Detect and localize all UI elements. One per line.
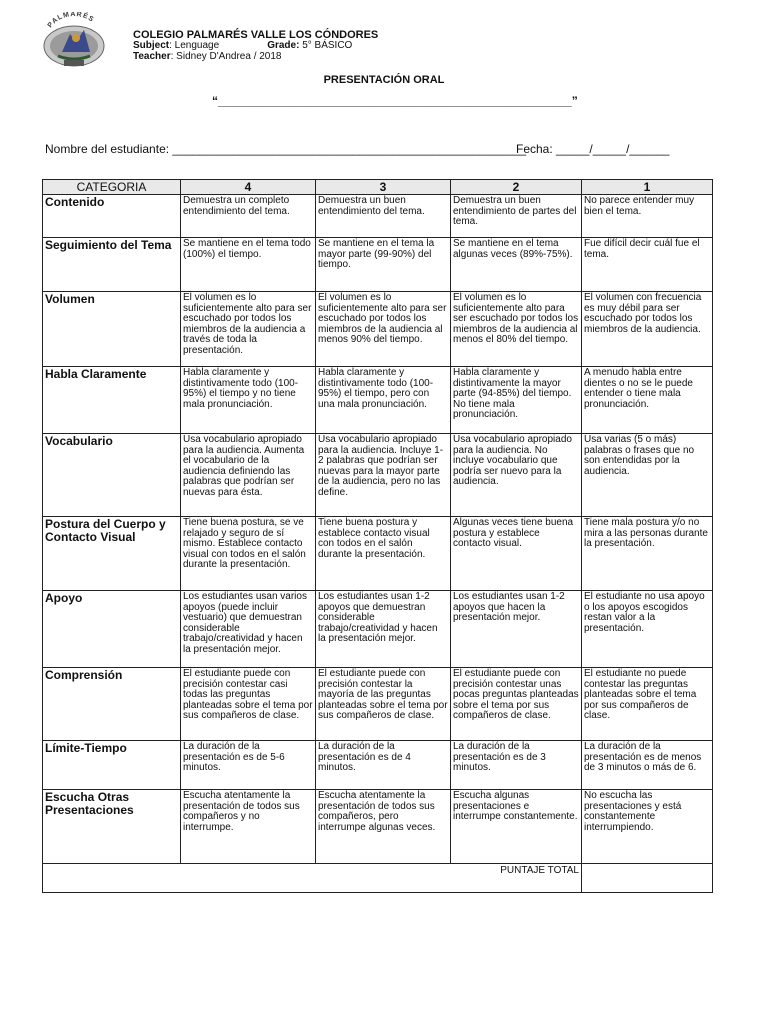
header-score-3: 3: [316, 180, 451, 195]
header-score-4: 4: [181, 180, 316, 195]
category-cell: Vocabulario: [43, 434, 181, 517]
teacher-line: [133, 51, 282, 62]
score-2-cell: Algunas veces tiene buena postura y establece contacto visual.: [451, 517, 582, 591]
score-2-cell: La duración de la presentación es de 3 minutos.: [451, 741, 582, 790]
category-cell: Límite-Tiempo: [43, 741, 181, 790]
header-score-2: 2: [451, 180, 582, 195]
score-4-cell: Usa vocabulario apropiado para la audiencia. Aumenta el vocabulario de la audiencia definiendo las palabras que podrían ser nuevas para ésta.: [181, 434, 316, 517]
table-row: [43, 790, 713, 864]
total-score-cell[interactable]: [582, 864, 713, 893]
score-3-cell: Demuestra un buen entendimiento del tema.: [316, 195, 451, 238]
document-title: PRESENTACIÓN ORAL: [323, 74, 445, 86]
score-3-cell: Habla claramente y distintivamente todo (100-95%) el tiempo, pero con una mala pronunciación.: [316, 367, 451, 434]
school-logo: [40, 12, 108, 70]
score-2-cell: Demuestra un buen entendimiento de partes del tema.: [451, 195, 582, 238]
category-cell: Apoyo: [43, 591, 181, 668]
score-1-cell: Tiene mala postura y/o no mira a las personas durante la presentación.: [582, 517, 713, 591]
score-4-cell: El estudiante puede con precisión contestar casi todas las preguntas planteadas sobre el tema por sus compañeros de clase.: [181, 668, 316, 741]
table-row: [43, 517, 713, 591]
table-row: [43, 434, 713, 517]
score-1-cell: El estudiante no usa apoyo o los apoyos escogidos restan valor a la presentación.: [582, 591, 713, 668]
score-1-cell: Usa varias (5 o más) palabras o frases que no son entendidas por la audiencia.: [582, 434, 713, 517]
table-row: [43, 238, 713, 292]
score-3-cell: El volumen es lo suficientemente alto para ser escuchado por todos los miembros de la audiencia al menos 90% del tiempo.: [316, 292, 451, 367]
score-2-cell: Usa vocabulario apropiado para la audiencia. No incluye vocabulario que podría ser nuevo para la audiencia.: [451, 434, 582, 517]
header-category: CATEGORIA: [43, 180, 181, 195]
table-row: [43, 292, 713, 367]
table-row: [43, 367, 713, 434]
subject-label: Subject: [133, 40, 170, 51]
score-4-cell: El volumen es lo suficientemente alto para ser escuchado por todos los miembros de la audiencia a través de toda la presentación.: [181, 292, 316, 367]
score-4-cell: Los estudiantes usan varios apoyos (puede incluir vestuario) que demuestran considerable trabajo/creatividad y hacen la presentación mejor.: [181, 591, 316, 668]
header-score-1: 1: [582, 180, 713, 195]
grade-value: 5° BÁSICO: [299, 40, 353, 51]
table-row: [43, 668, 713, 741]
score-2-cell: El estudiante puede con precisión contestar unas pocas preguntas planteadas sobre el tema por sus compañeros de clase.: [451, 668, 582, 741]
score-1-cell: El volumen con frecuencia es muy débil para ser escuchado por todos los miembros de la audiencia.: [582, 292, 713, 367]
teacher-value: : Sidney D'Andrea / 2018: [170, 51, 282, 62]
score-2-cell: El volumen es lo suficientemente alto para ser escuchado por todos los miembros de la audiencia al menos el 80% del tiempo.: [451, 292, 582, 367]
score-3-cell: Escucha atentamente la presentación de todos sus compañeros, pero interrumpe algunas veces.: [316, 790, 451, 864]
table-row: [43, 591, 713, 668]
category-cell: Contenido: [43, 195, 181, 238]
score-1-cell: El estudiante no puede contestar las preguntas planteadas sobre el tema por sus compañeros de clase.: [582, 668, 713, 741]
rubric-header-row: [43, 180, 713, 195]
score-2-cell: Habla claramente y distintivamente la mayor parte (94-85%) del tiempo. No tiene mala pronunciación.: [451, 367, 582, 434]
score-1-cell: Fue difícil decir cuál fue el tema.: [582, 238, 713, 292]
score-3-cell: La duración de la presentación es de 4 minutos.: [316, 741, 451, 790]
rubric-table: [42, 179, 713, 893]
subject-grade-line: [133, 40, 352, 51]
category-cell: Habla Claramente: [43, 367, 181, 434]
category-cell: Escucha Otras Presentaciones: [43, 790, 181, 864]
category-cell: Postura del Cuerpo y Contacto Visual: [43, 517, 181, 591]
logo-text: PALMARÉS: [46, 12, 96, 30]
score-2-cell: Los estudiantes usan 1-2 apoyos que hacen la presentación mejor.: [451, 591, 582, 668]
score-1-cell: A menudo habla entre dientes o no se le puede entender o tiene mala pronunciación.: [582, 367, 713, 434]
score-3-cell: Tiene buena postura y establece contacto visual con todos en el salón durante la presentación.: [316, 517, 451, 591]
score-3-cell: Se mantiene en el tema la mayor parte (99-90%) del tiempo.: [316, 238, 451, 292]
score-2-cell: Se mantiene en el tema algunas veces (89%-75%).: [451, 238, 582, 292]
score-4-cell: La duración de la presentación es de 5-6 minutos.: [181, 741, 316, 790]
presentation-title-blank[interactable]: “_____________________________________________________”: [212, 94, 578, 108]
score-3-cell: El estudiante puede con precisión contestar la mayoría de las preguntas planteadas sobre el tema por sus compañeros de clase.: [316, 668, 451, 741]
grade-label: Grade:: [267, 40, 300, 51]
score-4-cell: Habla claramente y distintivamente todo (100-95%) el tiempo y no tiene mala pronunciación.: [181, 367, 316, 434]
score-4-cell: Tiene buena postura, se ve relajado y seguro de sí mismo. Establece contacto visual con todos en el salón durante la presentación.: [181, 517, 316, 591]
table-row: [43, 741, 713, 790]
score-4-cell: Demuestra un completo entendimiento del tema.: [181, 195, 316, 238]
school-name: COLEGIO PALMARÉS VALLE LOS CÓNDORES: [133, 29, 379, 41]
total-row: [43, 864, 713, 893]
subject-value: : Lenguage: [169, 40, 220, 51]
score-3-cell: Usa vocabulario apropiado para la audiencia. Incluye 1-2 palabras que podrían ser nuevas para la mayor parte de la audiencia, pero no las define.: [316, 434, 451, 517]
table-row: [43, 195, 713, 238]
category-cell: Comprensión: [43, 668, 181, 741]
date-field[interactable]: Fecha: _____/_____/______: [516, 142, 670, 156]
category-cell: Volumen: [43, 292, 181, 367]
student-name-field[interactable]: Nombre del estudiante: _____________________________________________________: [45, 142, 527, 156]
category-cell: Seguimiento del Tema: [43, 238, 181, 292]
total-label: PUNTAJE TOTAL: [43, 864, 582, 893]
teacher-label: Teacher: [133, 51, 171, 62]
score-1-cell: No parece entender muy bien el tema.: [582, 195, 713, 238]
score-2-cell: Escucha algunas presentaciones e interrumpe constantemente.: [451, 790, 582, 864]
score-4-cell: Se mantiene en el tema todo (100%) el tiempo.: [181, 238, 316, 292]
score-4-cell: Escucha atentamente la presentación de todos sus compañeros y no interrumpe.: [181, 790, 316, 864]
score-3-cell: Los estudiantes usan 1-2 apoyos que demuestran considerable trabajo/creatividad y hacen la presentación mejor.: [316, 591, 451, 668]
score-1-cell: La duración de la presentación es de menos de 3 minutos o más de 6.: [582, 741, 713, 790]
score-1-cell: No escucha las presentaciones y está constantemente interrumpiendo.: [582, 790, 713, 864]
